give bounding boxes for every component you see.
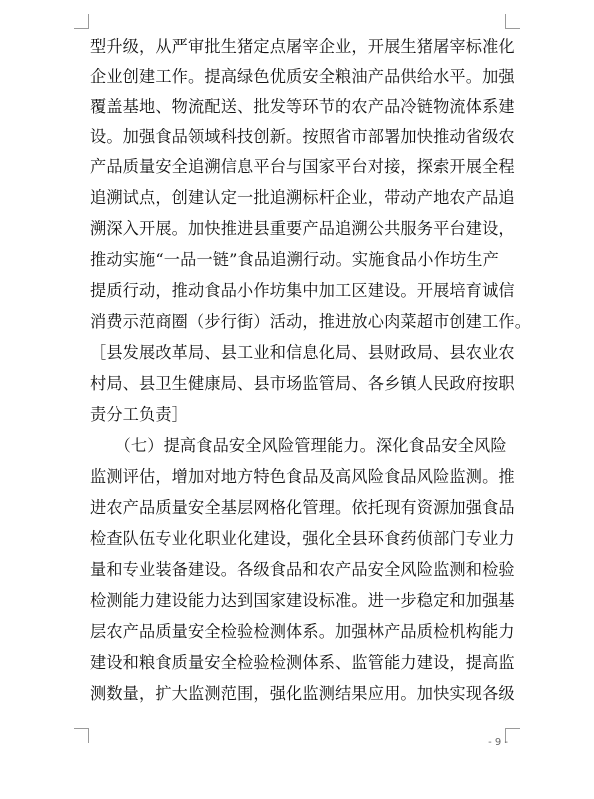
text-line: 覆盖基地、物流配送、批发等环节的农产品冷链物流体系建 [90, 97, 515, 116]
text-line: 推动实施“一品一链”食品追溯行动。实施食品小作坊生产 [90, 250, 499, 269]
text-line: 设。加强食品领域科技创新。按照省市部署加快推动省级农 [90, 127, 515, 146]
text-line: ［县发展改革局、县工业和信息化局、县财政局、县农业农 [90, 343, 515, 362]
text-line: 进农产品质量安全基层网格化管理。依托现有资源加强食品 [90, 498, 515, 517]
text-line: 产品质量安全追溯信息平台与国家平台对接，探索开展全程 [90, 157, 515, 176]
text-line: 层农产品质量安全检验检测体系。加强林产品质检机构能力 [90, 622, 515, 641]
text-line: （七）提高食品安全风险管理能力。深化食品安全风险 [90, 436, 507, 455]
text-line: 型升级，从严审批生猪定点屠宰企业，开展生猪屠宰标准化 [90, 37, 515, 56]
text-line: 检查队伍专业化职业化建设，强化全县环食药侦部门专业力 [90, 529, 515, 548]
text-line: 检测能力建设能力达到国家建设标准。进一步稳定和加强基 [90, 591, 515, 610]
text-line: 提质行动，推动食品小作坊集中加工区建设。开展培育诚信 [90, 281, 515, 300]
corner-mark-top-right [505, 14, 520, 29]
text-line: 溯深入开展。加快推进县重要产品追溯公共服务平台建设， [90, 219, 515, 238]
text-line: 监测评估，增加对地方特色食品及高风险食品风险监测。推 [90, 467, 515, 486]
corner-mark-bottom-left [74, 728, 89, 743]
text-line: 测数量，扩大监测范围，强化监测结果应用。加快实现各级 [90, 684, 515, 703]
text-line: 消费示范商圈（步行街）活动，推进放心肉菜超市创建工作。 [90, 312, 532, 331]
text-line: 量和专业装备建设。各级食品和农产品安全风险监测和检验 [90, 560, 515, 579]
text-line: 村局、县卫生健康局、县市场监管局、各乡镇人民政府按职 [90, 374, 515, 393]
text-line: 建设和粮食质量安全检验检测体系、监管能力建设，提高监 [90, 653, 515, 672]
corner-mark-top-left [74, 14, 89, 29]
text-line: 责分工负责］ [90, 405, 189, 424]
page-number: - 9 - [488, 737, 508, 748]
text-line: 企业创建工作。提高绿色优质安全粮油产品供给水平。加强 [90, 67, 515, 86]
text-line: 追溯试点，创建认定一批追溯标杆企业，带动产地农产品追 [90, 188, 515, 207]
